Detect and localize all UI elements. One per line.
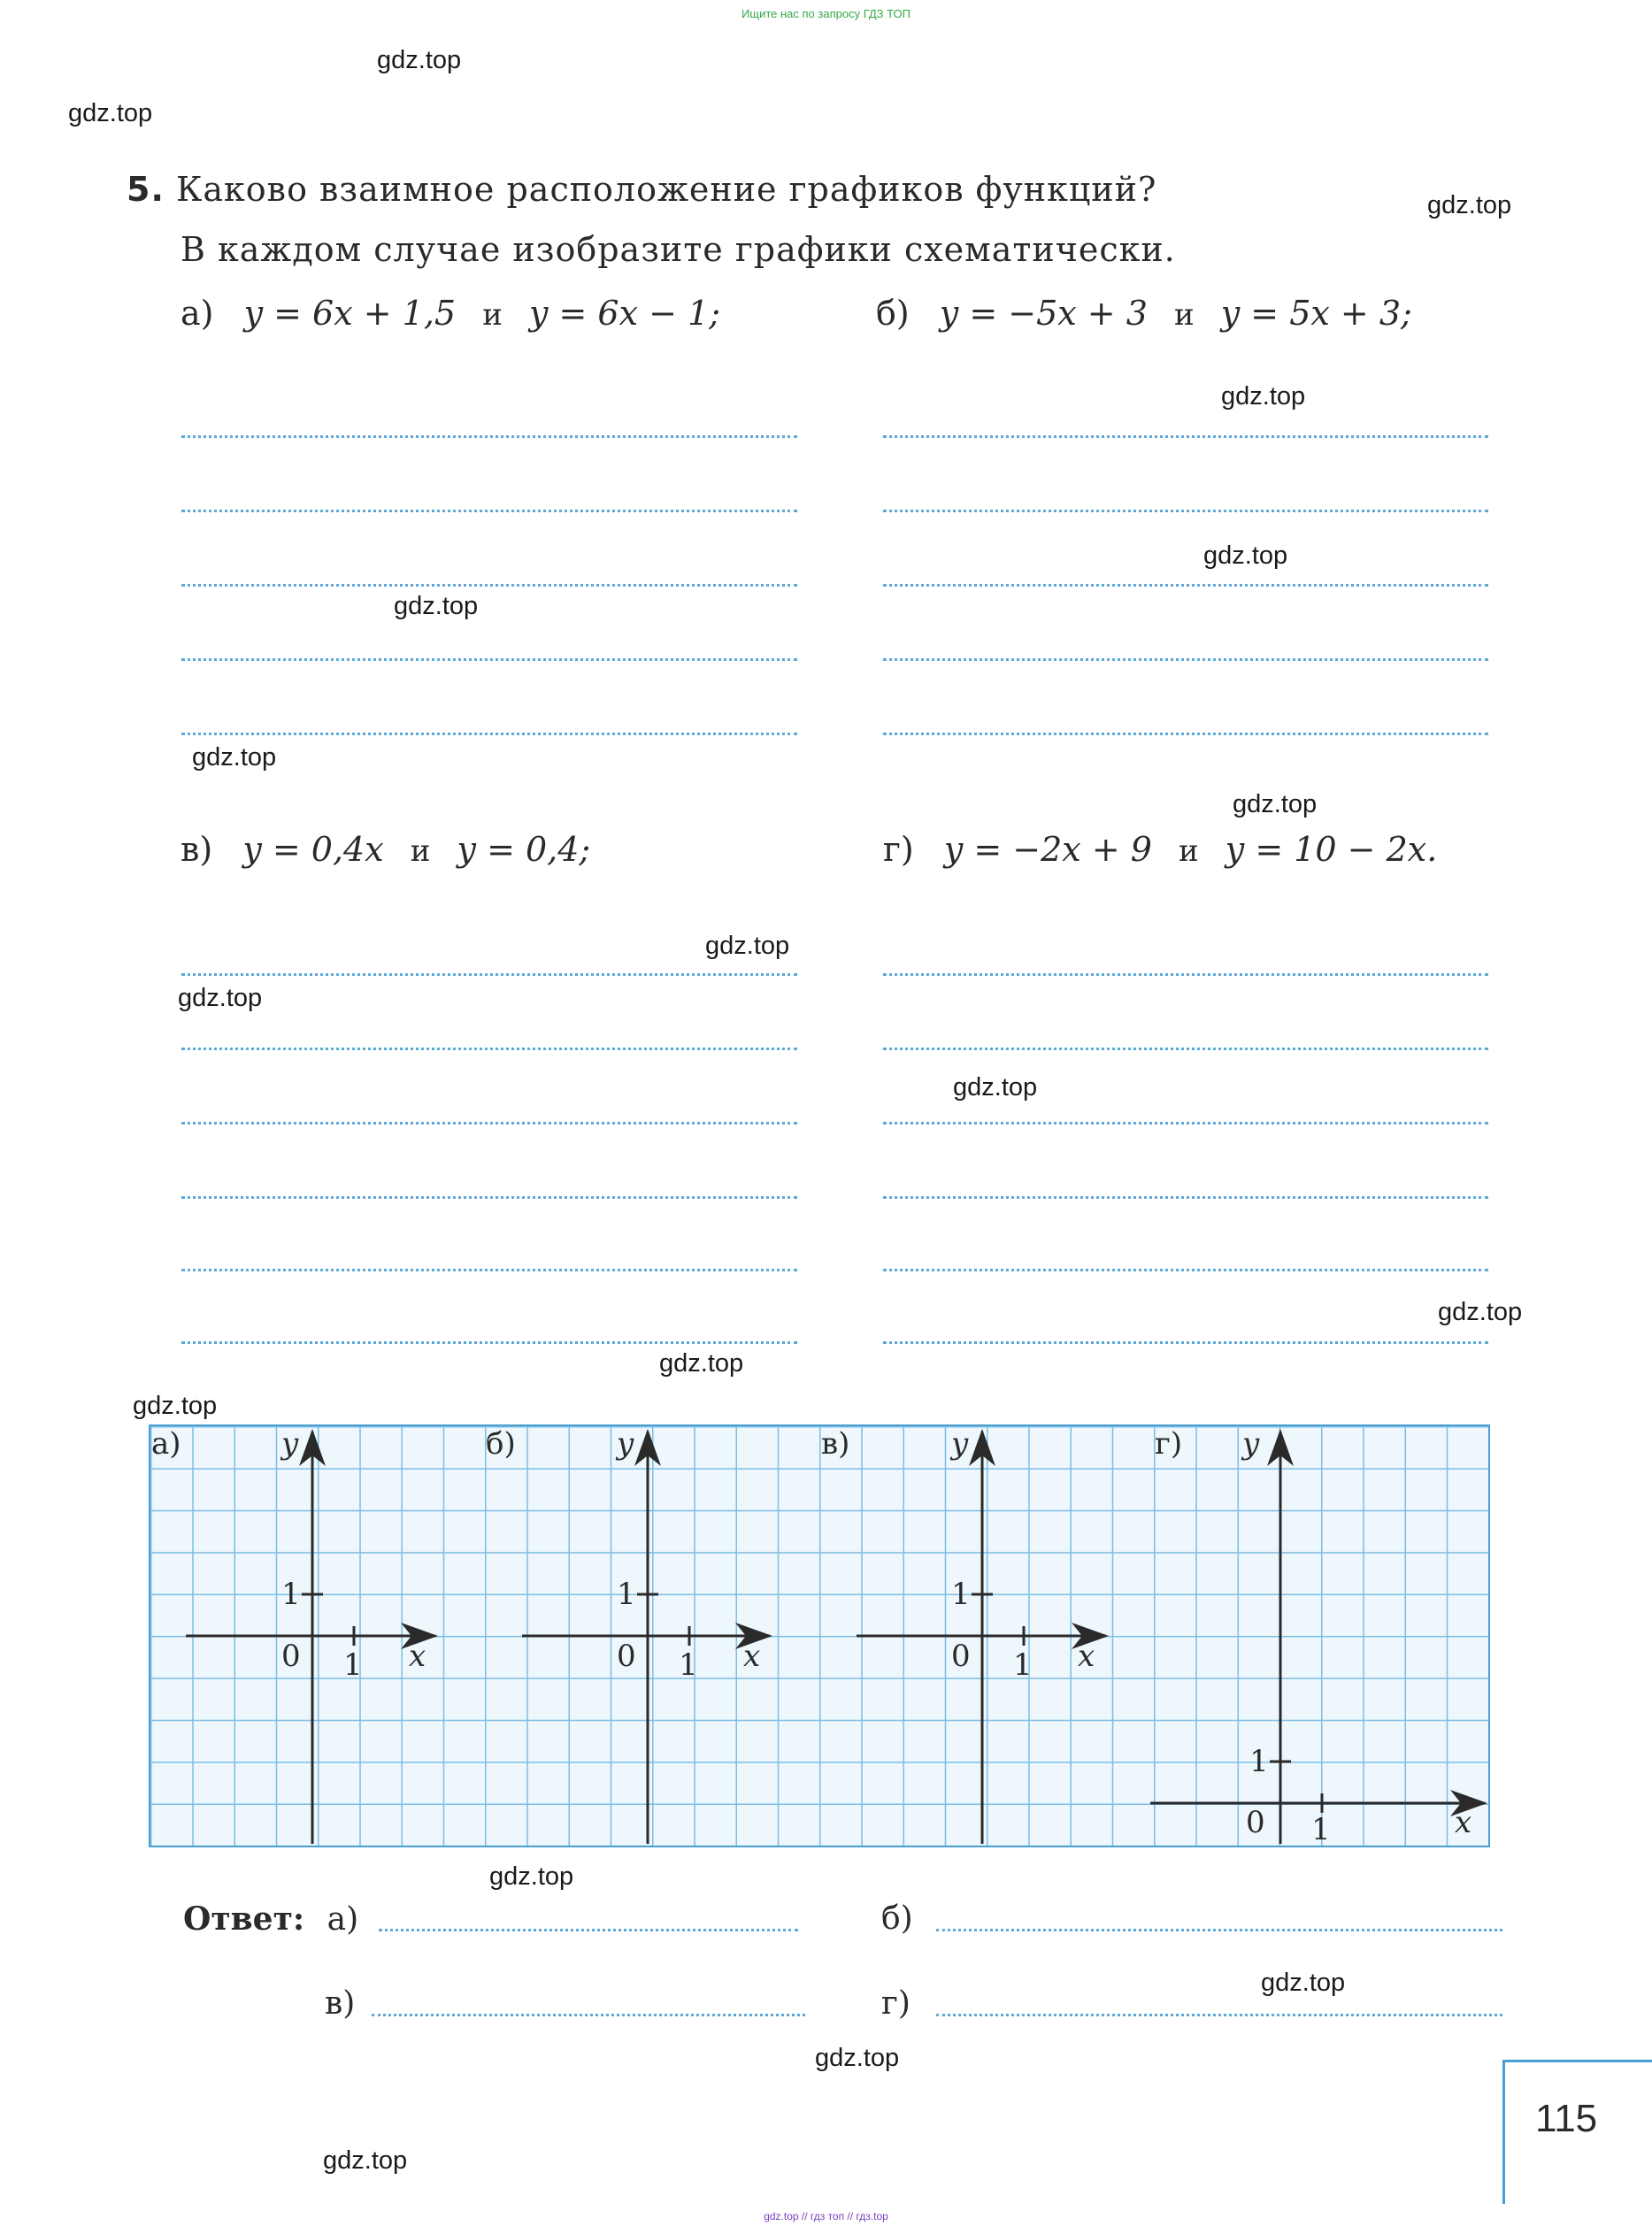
answer-g-letter: г) xyxy=(881,1985,911,2022)
watermark: gdz.top xyxy=(1261,1969,1346,1997)
graph-label-a: а) xyxy=(151,1426,181,1462)
tick-label-y-1: 1 xyxy=(281,1577,301,1612)
origin-label: 0 xyxy=(281,1639,301,1674)
watermark: gdz.top xyxy=(192,743,277,772)
item-v-letter: в) xyxy=(181,830,213,869)
axis-x-label: x xyxy=(409,1639,426,1674)
axes-g xyxy=(1150,1432,1485,1844)
axis-x-label: x xyxy=(1455,1805,1472,1840)
axes-b xyxy=(522,1432,770,1844)
origin-label: 0 xyxy=(617,1639,636,1674)
answer-input-a[interactable] xyxy=(379,1929,798,1931)
conjunction: и xyxy=(410,833,431,869)
axis-x-label: x xyxy=(743,1639,761,1674)
item-a-func-2: y = 6x − 1; xyxy=(528,294,721,333)
tick-label-x-1: 1 xyxy=(1013,1647,1033,1683)
watermark: gdz.top xyxy=(394,592,479,620)
task-line-2: В каждом случае изобразите графики схематически. xyxy=(181,230,1176,269)
tick-label-y-1: 1 xyxy=(617,1577,636,1612)
watermark: gdz.top xyxy=(659,1349,744,1378)
item-v-func-2: y = 0,4; xyxy=(457,830,591,869)
answer-input-v[interactable] xyxy=(372,2014,805,2016)
watermark: gdz.top xyxy=(178,984,263,1012)
answer-input-g[interactable] xyxy=(936,2014,1502,2016)
watermark: gdz.top xyxy=(1221,382,1306,411)
conjunction: и xyxy=(1179,833,1199,869)
watermark: gdz.top xyxy=(68,99,153,127)
answer-a-letter: а) xyxy=(327,1901,359,1938)
watermark: gdz.top xyxy=(1427,191,1512,219)
axis-y-label: y xyxy=(281,1426,299,1462)
watermark: gdz.top xyxy=(815,2044,900,2072)
axis-y-label: y xyxy=(617,1426,634,1462)
watermark: gdz.top xyxy=(705,932,790,960)
watermark: gdz.top xyxy=(377,46,462,74)
header-search-note: Ищите нас по запросу ГДЗ ТОП xyxy=(741,7,911,20)
item-v-func-1: y = 0,4x xyxy=(242,830,384,869)
answer-label: Ответ: xyxy=(183,1900,305,1938)
watermark: gdz.top xyxy=(1203,541,1288,570)
watermark: gdz.top xyxy=(489,1862,574,1891)
watermark: gdz.top xyxy=(1233,790,1318,818)
origin-label: 0 xyxy=(951,1639,971,1674)
origin-label: 0 xyxy=(1246,1805,1265,1840)
item-a-func-1: y = 6x + 1,5 xyxy=(243,294,457,333)
axis-y-label: y xyxy=(951,1426,969,1462)
task-text: Каково взаимное расположение графиков функций? xyxy=(175,170,1157,209)
item-b-func-2: y = 5x + 3; xyxy=(1220,294,1412,333)
axis-x-label: x xyxy=(1078,1639,1095,1674)
conjunction: и xyxy=(482,297,503,333)
tick-label-x-1: 1 xyxy=(343,1647,363,1683)
graph-label-g: г) xyxy=(1155,1426,1183,1462)
page-number: 115 xyxy=(1535,2097,1598,2140)
item-b-letter: б) xyxy=(876,294,910,333)
answer-v-letter: в) xyxy=(325,1985,356,2022)
footer-note: gdz.top // гдз топ // гдз.top xyxy=(764,2210,888,2222)
item-g-func-1: y = −2x + 9 xyxy=(943,830,1152,869)
tick-label-y-1: 1 xyxy=(1249,1744,1269,1779)
tick-label-x-1: 1 xyxy=(679,1647,698,1683)
watermark: gdz.top xyxy=(133,1392,218,1420)
watermark: gdz.top xyxy=(1438,1298,1523,1326)
watermark: gdz.top xyxy=(953,1073,1038,1102)
answer-row-1 xyxy=(183,1900,358,1938)
item-a-letter: а) xyxy=(181,294,214,333)
task-number: 5. xyxy=(127,170,165,209)
graph-label-v: в) xyxy=(821,1426,850,1462)
item-g-func-2: y = 10 − 2x. xyxy=(1225,830,1438,869)
answer-b-letter: б) xyxy=(881,1900,913,1937)
tick-label-x-1: 1 xyxy=(1311,1812,1331,1847)
item-b-func-1: y = −5x + 3 xyxy=(939,294,1148,333)
conjunction: и xyxy=(1173,297,1195,333)
item-g-letter: г) xyxy=(883,830,914,869)
graph-label-b: б) xyxy=(486,1426,516,1462)
tick-label-y-1: 1 xyxy=(951,1577,971,1612)
answer-input-b[interactable] xyxy=(936,1929,1502,1931)
axis-y-label: y xyxy=(1242,1426,1260,1462)
axes-v xyxy=(857,1432,1106,1844)
watermark: gdz.top xyxy=(323,2146,408,2175)
axes-a xyxy=(186,1432,435,1844)
